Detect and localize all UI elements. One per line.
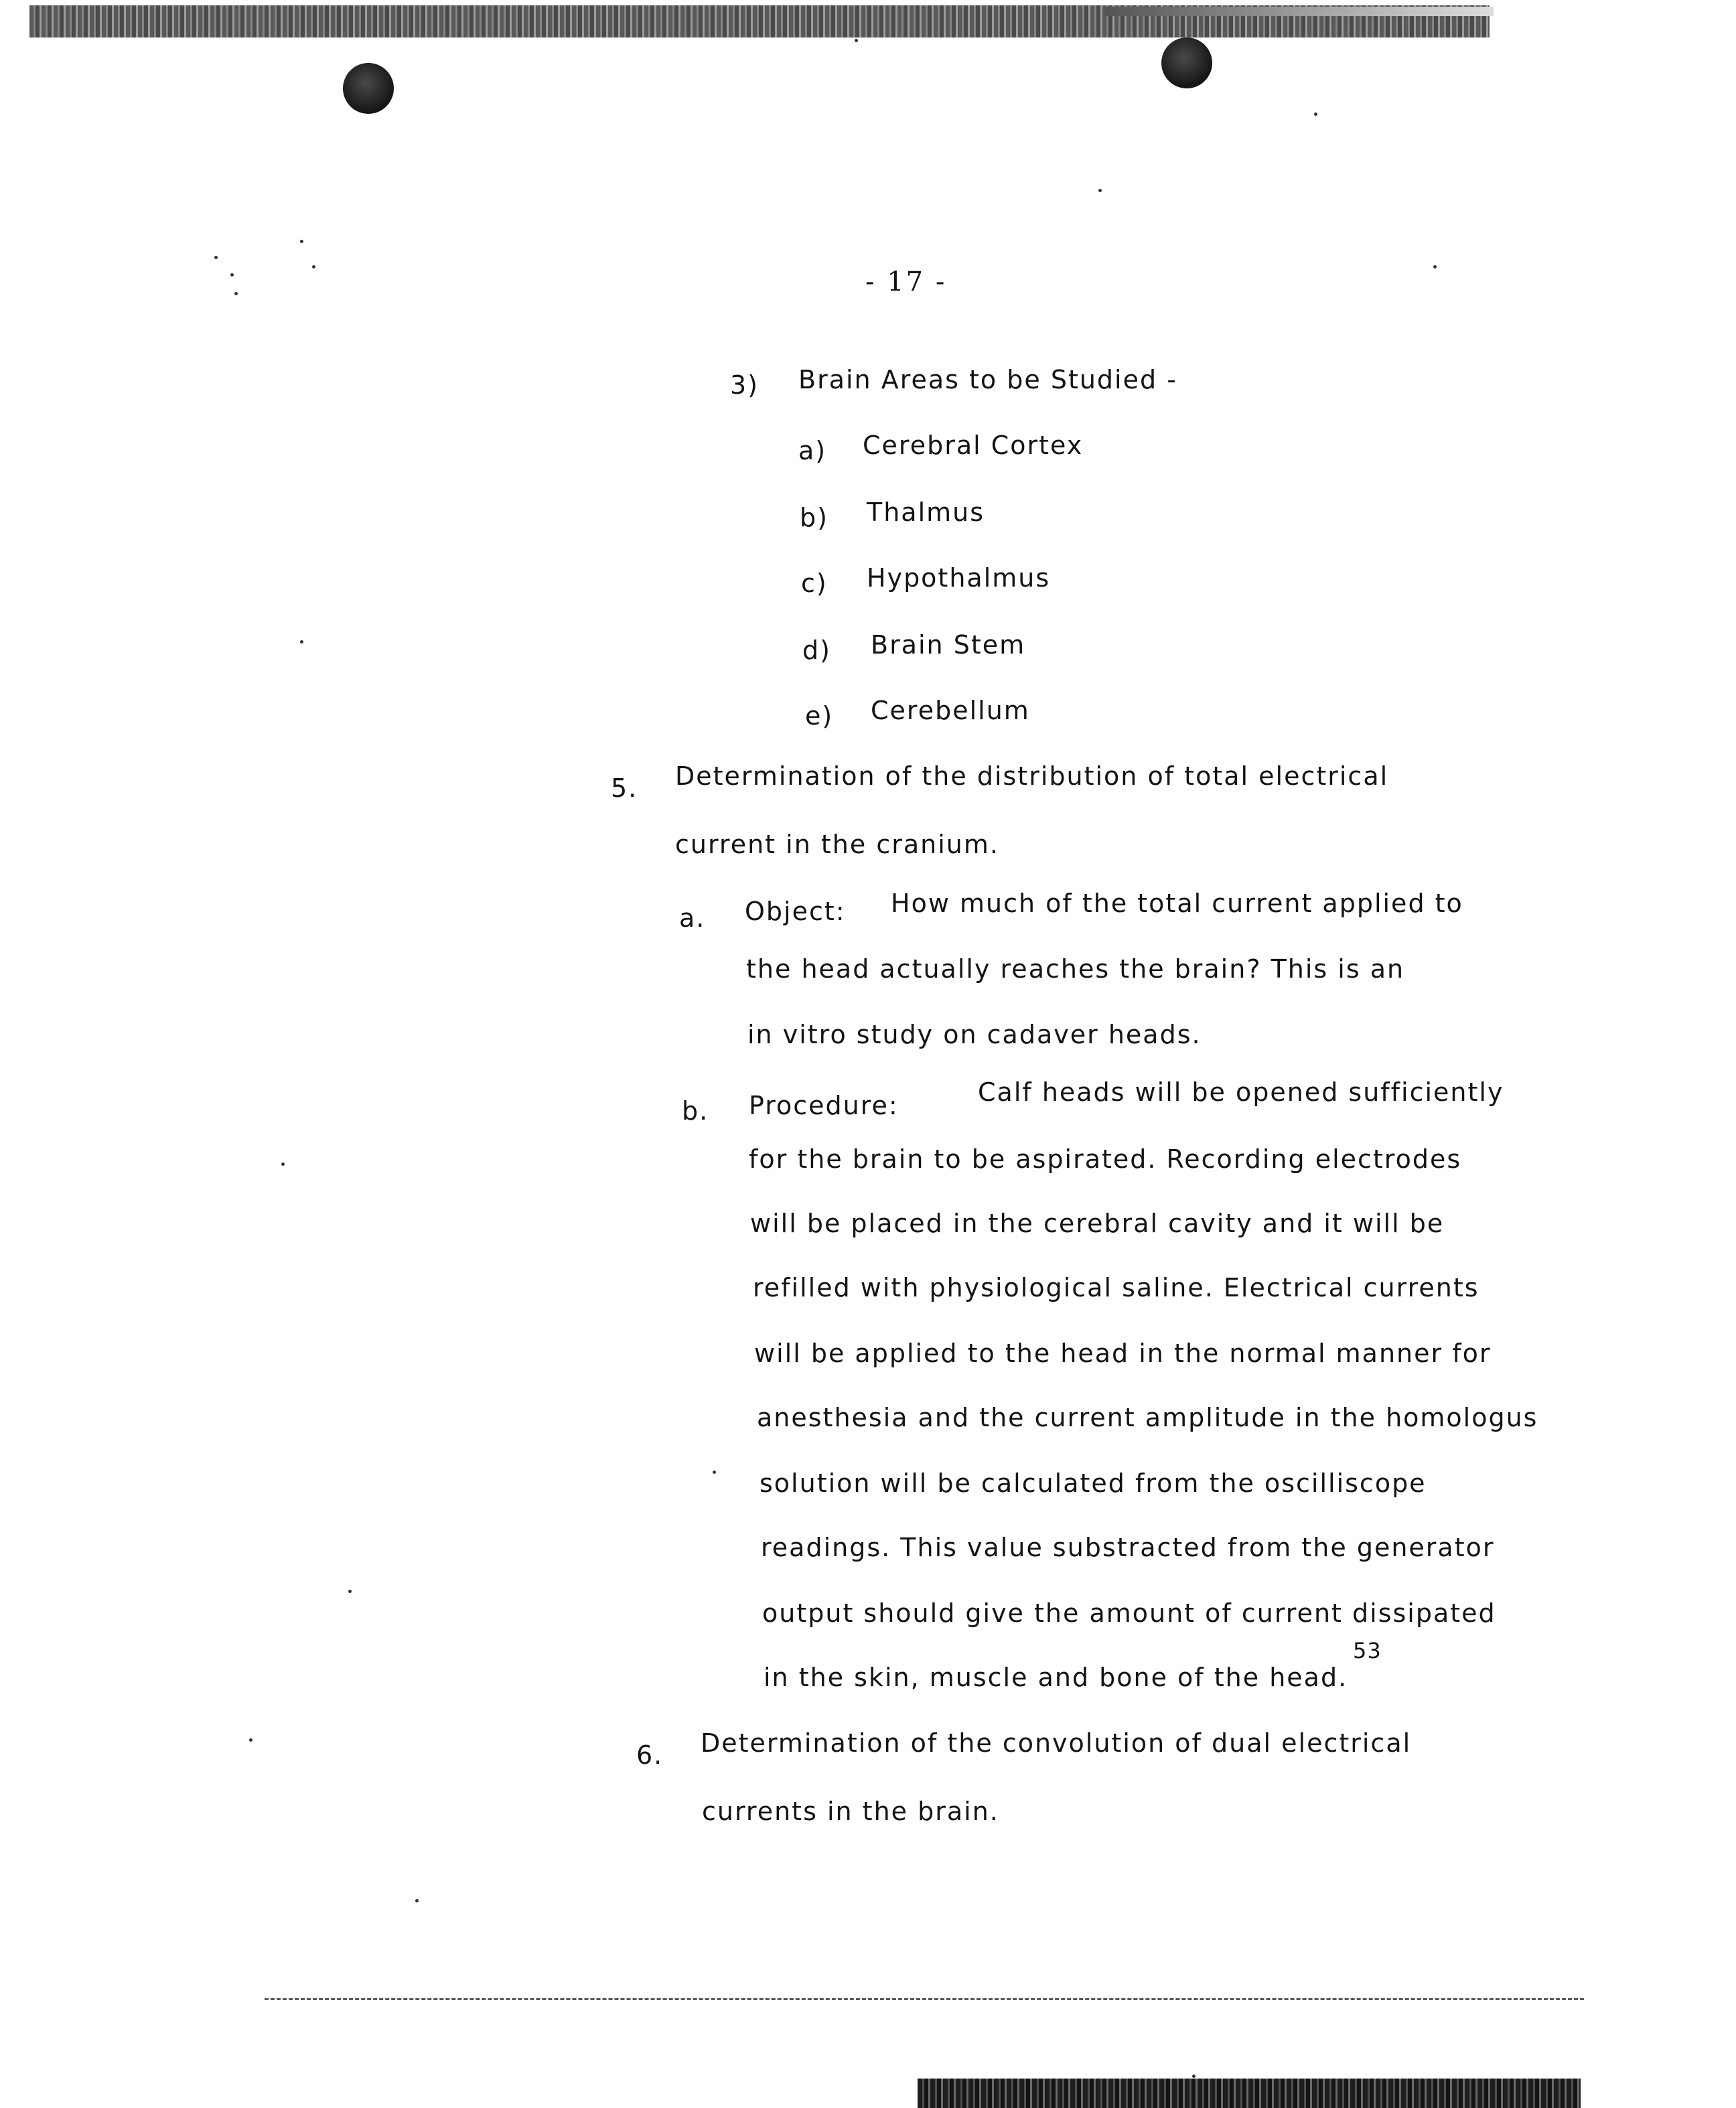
paragraph-line: Calf heads will be opened sufficiently	[978, 1077, 1504, 1107]
paragraph-line: refilled with physiological saline. Electrical currents	[753, 1273, 1479, 1302]
list-marker: b.	[682, 1096, 709, 1126]
speck	[1433, 265, 1437, 269]
speck	[415, 1899, 419, 1902]
paragraph-line: solution will be calculated from the oscilliscope	[760, 1469, 1427, 1498]
list-marker: b)	[800, 503, 828, 532]
speck	[855, 39, 858, 42]
paragraph-line: for the brain to be aspirated. Recording electrodes	[749, 1144, 1462, 1174]
subitem-label: Procedure:	[749, 1091, 899, 1120]
speck	[312, 265, 315, 269]
section-heading: Brain Areas to be Studied -	[798, 365, 1177, 394]
scan-edge-top-fade	[1105, 7, 1494, 16]
punch-hole-left	[343, 63, 394, 114]
paragraph-line: will be placed in the cerebral cavity and it will be	[750, 1209, 1445, 1238]
speck	[234, 292, 238, 295]
page-number: - 17 -	[865, 267, 947, 297]
list-marker: c)	[801, 569, 828, 598]
list-item: Thalmus	[867, 498, 985, 527]
speck	[1314, 112, 1317, 116]
paragraph-line: will be applied to the head in the normal manner for	[754, 1339, 1492, 1368]
paragraph-line: Determination of the distribution of total electrical	[675, 761, 1389, 791]
list-marker: a.	[679, 903, 706, 933]
list-marker: e)	[805, 701, 834, 731]
list-item: Cerebellum	[871, 696, 1030, 725]
speck	[1098, 189, 1102, 192]
list-marker: 6.	[636, 1740, 664, 1770]
paragraph-line: output should give the amount of current dissipated	[762, 1598, 1496, 1628]
speck	[230, 273, 234, 277]
list-item: Hypothalmus	[867, 563, 1051, 593]
speck	[249, 1738, 252, 1742]
scan-edge-bottom	[918, 2079, 1581, 2108]
list-item: Cerebral Cortex	[863, 431, 1084, 460]
footnote-reference: 53	[1353, 1638, 1382, 1663]
paragraph-line: in the skin, muscle and bone of the head.	[764, 1663, 1348, 1692]
paragraph-line: How much of the total current applied to	[891, 889, 1463, 918]
paragraph-line: readings. This value substracted from the generator	[761, 1533, 1495, 1562]
paragraph-line: current in the cranium.	[675, 830, 999, 859]
speck	[214, 256, 218, 259]
speck	[1192, 2075, 1196, 2078]
punch-hole-right	[1161, 37, 1212, 88]
paragraph-line: in vitro study on cadaver heads.	[747, 1020, 1202, 1049]
list-marker: a)	[798, 436, 827, 465]
list-marker: 3)	[730, 370, 760, 400]
speck	[300, 240, 303, 243]
speck	[281, 1162, 285, 1166]
paragraph-line: currents in the brain.	[702, 1797, 999, 1826]
speck	[713, 1471, 716, 1474]
list-item: Brain Stem	[871, 630, 1026, 660]
list-marker: d)	[802, 635, 831, 665]
speck	[300, 640, 303, 644]
dashed-rule	[265, 1998, 1584, 2000]
paragraph-line: anesthesia and the current amplitude in the homologus	[757, 1403, 1538, 1432]
paragraph-line: the head actually reaches the brain? This is an	[746, 954, 1405, 984]
paragraph-line: Determination of the convolution of dual electrical	[701, 1728, 1412, 1758]
speck	[348, 1590, 352, 1593]
list-marker: 5.	[611, 773, 638, 803]
subitem-label: Object:	[745, 897, 846, 926]
